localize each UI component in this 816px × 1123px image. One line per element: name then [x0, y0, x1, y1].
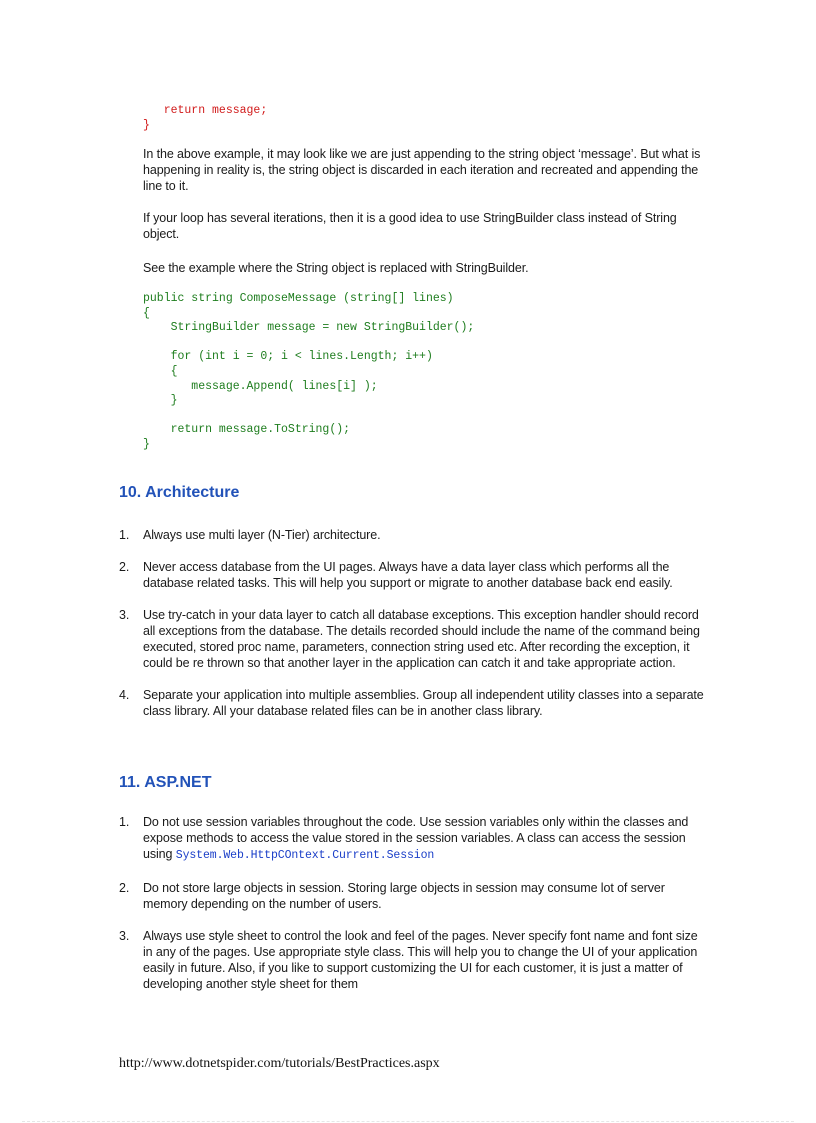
list-item-number: 1. [119, 815, 130, 829]
aspnet-list [119, 814, 704, 1008]
list-item [119, 814, 704, 864]
list-item [119, 687, 704, 719]
code-line: public string ComposeMessage (string[] lines) [143, 292, 454, 305]
code-line: return message.ToString(); [143, 423, 351, 437]
list-item-number: 3. [119, 608, 130, 622]
code-line: StringBuilder message = new StringBuilder(); [143, 321, 475, 335]
list-item [119, 880, 704, 912]
list-item-text: Separate your application into multiple assemblies. Group all independent utility classes into a separate class library. All your database related files can be in another class library. [143, 688, 704, 718]
list-item [119, 928, 704, 992]
inline-code-session: System.Web.HttpCOntext.Current.Session [175, 849, 435, 862]
section-heading-aspnet: 11. ASP.NET [119, 774, 212, 791]
footer-url: http://www.dotnetspider.com/tutorials/BestPractices.aspx [119, 1056, 440, 1071]
code-line: message.Append( lines[i] ); [143, 379, 378, 393]
paragraph-see-example: See the example where the String object is replaced with StringBuilder. [143, 261, 529, 275]
list-item-number: 4. [119, 688, 130, 702]
list-item [119, 527, 704, 543]
list-item-text: Use try-catch in your data layer to catch all database exceptions. This exception handler should record all exceptions from the database. The details recorded should include the name of the command being executed, stored proc name, parameters, connection string used etc. After recording the exception, it could be re thrown so that another layer in the application can catch it and take appropriate action. [143, 608, 700, 670]
list-item-text: Always use style sheet to control the look and feel of the pages. Never specify font name and font size in any of the pages. Use appropriate style class. This will help you to change the UI of your application easily in future. Also, if you like to support customizing the UI for each customer, it is just a matter of developing another style sheet for them [143, 929, 698, 991]
code-line: } [143, 394, 178, 408]
section-heading-architecture: 10. Architecture [119, 484, 240, 501]
page-edge-divider [22, 1121, 794, 1122]
list-item-number: 1. [119, 528, 130, 542]
list-item [119, 607, 704, 671]
paragraph-string-append-explanation: In the above example, it may look like we are just appending to the string object ‘message’. But what is happening in reality is, the string object is discarded in each iteration and recreated and appending the line to it. [143, 147, 701, 193]
code-line: { [143, 306, 150, 320]
list-item [119, 559, 704, 591]
list-item-number: 2. [119, 560, 130, 574]
list-item-text: Do not use session variables throughout the code. Use session variables only within the classes and expose methods to access the value stored in the session variables. A class can access the session using [143, 815, 689, 861]
paragraph-stringbuilder-advice: If your loop has several iterations, then it is a good idea to use StringBuilder class instead of String object. [143, 211, 677, 241]
code-line: for (int i = 0; i < lines.Length; i++) [143, 350, 433, 364]
code-line [143, 409, 474, 424]
code-line [143, 336, 474, 351]
code-line: } [143, 437, 150, 451]
code-line: { [143, 364, 178, 378]
architecture-list [119, 527, 704, 735]
list-item-text: Never access database from the UI pages. Always have a data layer class which performs all the database related tasks. This will help you support or migrate to another database back end easily. [143, 560, 673, 590]
list-item-text: Do not store large objects in session. Storing large objects in session may consume lot of server memory depending on the number of users. [143, 881, 665, 911]
list-item-number: 3. [119, 929, 130, 943]
list-item-number: 2. [119, 881, 130, 895]
list-item-text: Always use multi layer (N-Tier) architecture. [143, 528, 381, 542]
code-return-line: return message; [143, 104, 268, 117]
code-close-brace: } [143, 119, 150, 132]
code-block-compose-message [143, 292, 474, 453]
